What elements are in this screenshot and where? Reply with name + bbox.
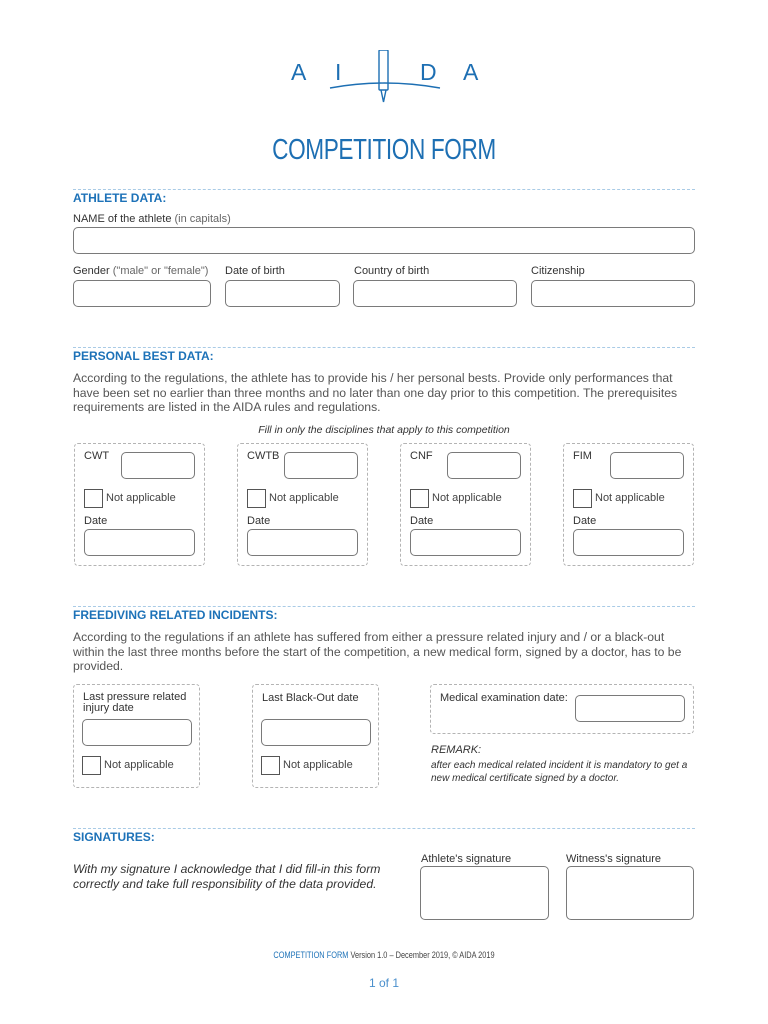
disciplines-hint: Fill in only the disciplines that apply to this competition [258, 424, 510, 436]
cwt-not-applicable-checkbox[interactable] [84, 489, 103, 508]
cwtb-performance-field[interactable] [284, 452, 358, 479]
name-label: NAME of the athlete (in capitals) [73, 213, 231, 225]
date-label: Date [410, 515, 434, 527]
not-applicable-label: Not applicable [104, 759, 174, 771]
pressure-injury-date-field[interactable] [82, 719, 192, 746]
signatures-heading: SIGNATURES: [73, 830, 155, 844]
blackout-not-applicable-checkbox[interactable] [261, 756, 280, 775]
not-applicable-label: Not applicable [595, 492, 665, 504]
athlete-signature-field[interactable] [420, 866, 549, 920]
page-title: COMPETITION FORM [272, 134, 496, 166]
cwt-date-field[interactable] [84, 529, 195, 556]
personal-best-paragraph: According to the regulations, the athlete has to provide his / her personal bests. Provide only performances that have been set no earlier than three months and no later than one day prior to this competition. The prerequisites requirements are listed in the AIDA rules and regulations. [73, 371, 678, 414]
discipline-card-cnf [400, 443, 531, 566]
discipline-card-cwt [74, 443, 205, 566]
country-label: Country of birth [354, 265, 430, 277]
pressure-injury-card [73, 684, 200, 788]
footer-version: COMPETITION FORM Version 1.0 – December 2019, © AIDA 2019 [273, 950, 495, 960]
cwt-performance-field[interactable] [121, 452, 195, 479]
pressure-not-applicable-checkbox[interactable] [82, 756, 101, 775]
citizenship-label: Citizenship [531, 265, 585, 277]
gender-label: Gender ("male" or "female") [73, 265, 209, 277]
athlete-data-heading: ATHLETE DATA: [73, 191, 167, 205]
cnf-not-applicable-checkbox[interactable] [410, 489, 429, 508]
witness-signature-field[interactable] [566, 866, 694, 920]
citizenship-field[interactable] [531, 280, 695, 307]
gender-field[interactable] [73, 280, 211, 307]
blackout-date-field[interactable] [261, 719, 371, 746]
medical-exam-date-field[interactable] [575, 695, 685, 722]
section-divider [73, 828, 695, 829]
logo-letter-d: D [420, 59, 437, 85]
not-applicable-label: Not applicable [283, 759, 353, 771]
blackout-card [252, 684, 379, 788]
fim-performance-field[interactable] [610, 452, 684, 479]
athlete-name-field[interactable] [73, 227, 695, 254]
discipline-label: CWTB [247, 450, 280, 462]
signature-statement: With my signature I acknowledge that I did fill-in this form correctly and take full responsibility of the data provided. [73, 862, 381, 891]
logo-letter-a2: A [463, 59, 479, 85]
section-divider [73, 189, 695, 190]
date-label: Date [573, 515, 597, 527]
date-label: Date [84, 515, 108, 527]
cwtb-date-field[interactable] [247, 529, 358, 556]
remark-title: REMARK: [431, 744, 482, 756]
logo-letter-a1: A [291, 59, 307, 85]
date-of-birth-field[interactable] [225, 280, 340, 307]
incidents-heading: FREEDIVING RELATED INCIDENTS: [73, 608, 278, 622]
page-indicator: 1 of 1 [368, 976, 400, 990]
pressure-injury-label: Last pressure related injury date [83, 691, 187, 714]
not-applicable-label: Not applicable [269, 492, 339, 504]
personal-best-heading: PERSONAL BEST DATA: [73, 349, 214, 363]
discipline-label: CWT [84, 450, 110, 462]
discipline-label: FIM [573, 450, 592, 462]
incidents-paragraph: According to the regulations if an athlete has suffered from either a pressure related injury and / or a black-out within the last three months before the start of the competition, a new medical form, signed by a doctor, has to be provided. [73, 630, 682, 673]
logo-letter-i: I [335, 59, 342, 85]
not-applicable-label: Not applicable [432, 492, 502, 504]
cnf-performance-field[interactable] [447, 452, 521, 479]
discipline-card-fim [563, 443, 694, 566]
fim-date-field[interactable] [573, 529, 684, 556]
fim-not-applicable-checkbox[interactable] [573, 489, 592, 508]
cwtb-not-applicable-checkbox[interactable] [247, 489, 266, 508]
medical-exam-card [430, 684, 694, 734]
not-applicable-label: Not applicable [106, 492, 176, 504]
discipline-label: CNF [410, 450, 433, 462]
discipline-card-cwtb [237, 443, 368, 566]
dob-label: Date of birth [225, 265, 285, 277]
date-label: Date [247, 515, 271, 527]
remark-text: after each medical related incident it is mandatory to get a new medical certificate signed by a doctor. [431, 760, 688, 784]
medical-exam-label: Medical examination date: [440, 692, 568, 704]
athlete-signature-label: Athlete's signature [421, 853, 512, 865]
section-divider [73, 347, 695, 348]
aida-logo [0, 50, 768, 106]
country-of-birth-field[interactable] [353, 280, 517, 307]
witness-signature-label: Witness's signature [566, 853, 662, 865]
section-divider [73, 606, 695, 607]
cnf-date-field[interactable] [410, 529, 521, 556]
blackout-label: Last Black-Out date [262, 692, 359, 704]
